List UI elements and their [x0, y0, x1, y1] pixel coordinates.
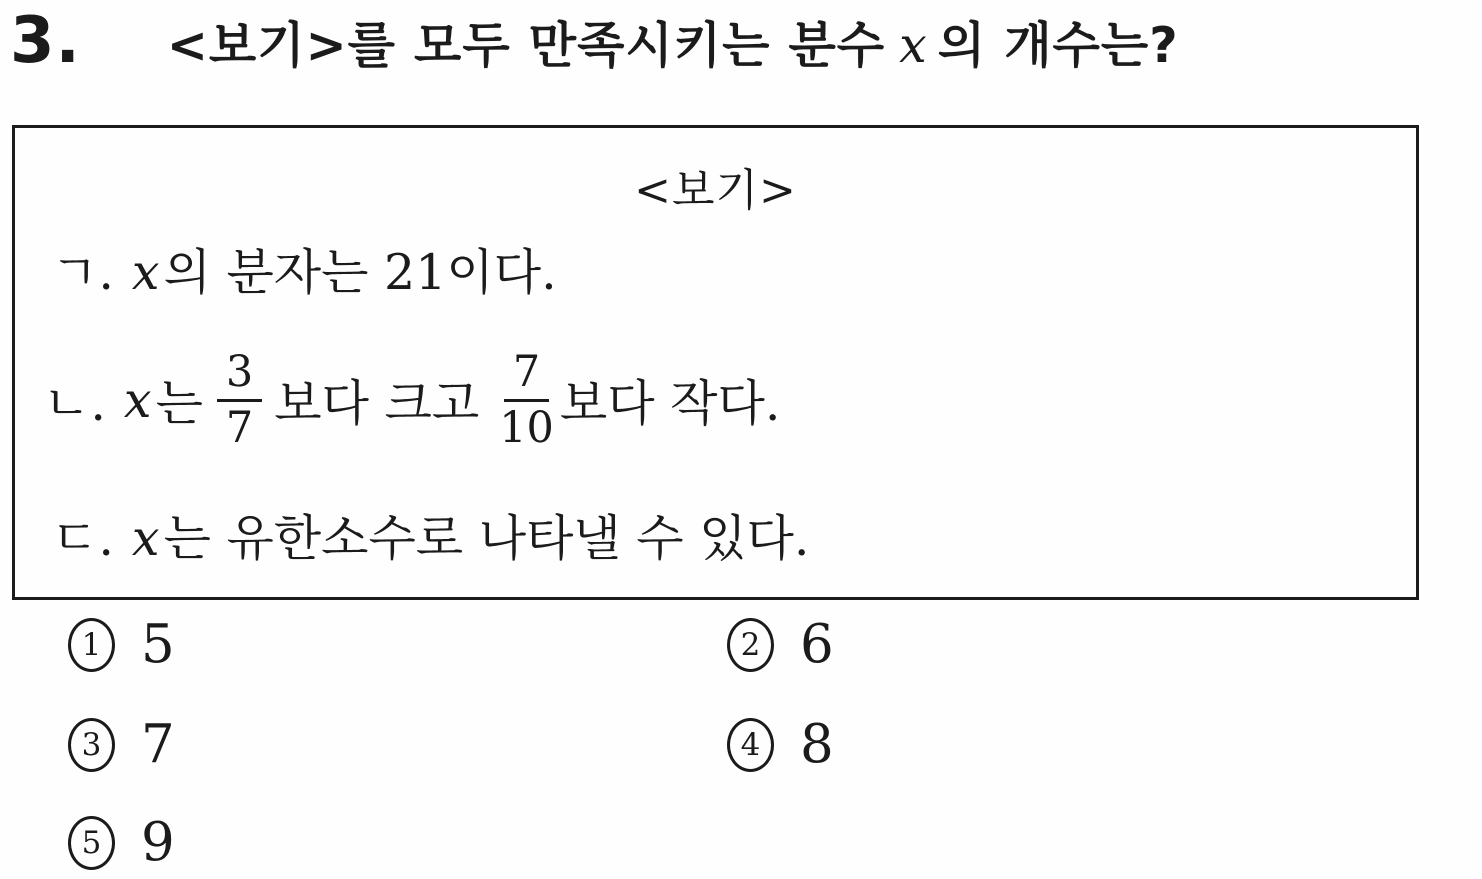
math-variable-x: x	[131, 244, 160, 301]
question-title	[167, 7, 1179, 77]
choice-value: 5	[141, 614, 175, 675]
statement-label: ㄴ.	[43, 375, 106, 432]
answer-choice-5	[68, 812, 175, 873]
choice-value: 8	[800, 714, 834, 775]
math-variable-x: x	[899, 17, 928, 74]
statement-digeut	[51, 500, 809, 570]
fraction-numerator: 3	[217, 348, 262, 401]
bogi-box-header: <보기>	[634, 165, 797, 216]
answer-choice-2	[727, 614, 834, 675]
answer-choice-1	[68, 614, 175, 675]
statement-giyeok	[51, 234, 557, 304]
question-title-suffix: 의 개수는?	[937, 17, 1179, 74]
fraction-numerator: 7	[504, 348, 549, 401]
statement-text: 보다 작다.	[559, 375, 781, 432]
circled-number-icon: 4	[727, 718, 774, 772]
statement-label: ㄷ.	[51, 510, 114, 567]
statement-nieun	[43, 336, 780, 464]
choice-value: 6	[800, 614, 834, 675]
answer-choice-3	[68, 714, 175, 775]
statement-text: 는	[155, 375, 203, 432]
fraction-seven-tenths	[499, 348, 554, 451]
statement-text: 보다 크고	[274, 375, 480, 432]
math-variable-x: x	[131, 510, 160, 567]
fraction-three-sevenths	[217, 348, 262, 451]
circled-number-icon: 3	[68, 718, 115, 772]
circled-number-icon: 2	[727, 618, 774, 672]
bogi-box	[12, 125, 1419, 600]
question-title-prefix: <보기>를 모두 만족시키는 분수	[166, 17, 886, 74]
math-variable-x: x	[123, 371, 152, 429]
circled-number-icon: 1	[68, 618, 115, 672]
statement-text: 는 유한소수로 나타낼 수 있다.	[163, 510, 810, 567]
circled-number-icon: 5	[68, 816, 115, 870]
statement-text: 의 분자는 21이다.	[163, 244, 557, 301]
question-header	[10, 4, 1179, 78]
fraction-denominator: 7	[225, 402, 254, 453]
choice-value: 9	[141, 812, 175, 873]
fraction-denominator: 10	[499, 402, 554, 453]
statement-label: ㄱ.	[51, 244, 114, 301]
question-number: 3.	[10, 4, 81, 78]
answer-choice-4	[727, 714, 834, 775]
choice-value: 7	[141, 714, 175, 775]
